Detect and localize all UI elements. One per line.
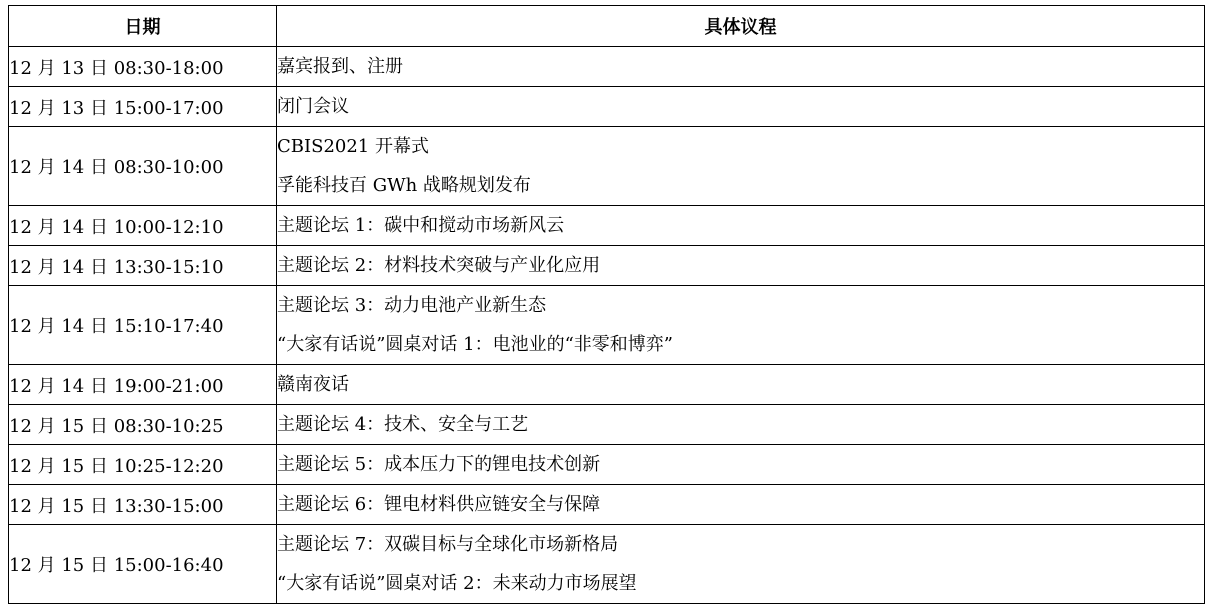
table-row [9,246,1205,286]
agenda-item: 主题论坛 1：碳中和搅动市场新风云 [277,215,565,236]
agenda-item: 主题论坛 3：动力电池产业新生态 [277,295,547,316]
agenda-column-header: 具体议程 [277,6,1205,47]
session-time: 12 月 14 日 13:30-15:10 [9,246,277,286]
session-time: 12 月 14 日 15:10-17:40 [9,286,277,365]
agenda-item: 嘉宾报到、注册 [277,56,403,77]
session-agenda [277,365,1205,405]
table-row [9,87,1205,127]
table-row [9,286,1205,365]
session-agenda [277,246,1205,286]
agenda-item: 主题论坛 7：双碳目标与全球化市场新格局 [277,534,619,555]
table-row [9,127,1205,206]
session-agenda [277,485,1205,525]
agenda-body [9,47,1205,604]
session-agenda [277,525,1205,604]
date-column-header: 日期 [9,6,277,47]
table-row [9,445,1205,485]
table-row [9,206,1205,246]
agenda-item: 闭门会议 [277,96,349,117]
table-row [9,405,1205,445]
agenda-item: 主题论坛 4：技术、安全与工艺 [277,414,529,435]
session-agenda [277,445,1205,485]
agenda-item: “大家有话说”圆桌对话 1：电池业的“非零和博弈” [277,334,673,355]
session-time: 12 月 15 日 08:30-10:25 [9,405,277,445]
agenda-item: 赣南夜话 [277,374,349,395]
agenda-item: 主题论坛 2：材料技术突破与产业化应用 [277,255,601,276]
table-row [9,525,1205,604]
session-time: 12 月 13 日 15:00-17:00 [9,87,277,127]
header-row [9,6,1205,47]
table-row [9,485,1205,525]
agenda-item: CBIS2021 开幕式 [277,136,429,157]
session-agenda [277,206,1205,246]
session-time: 12 月 14 日 10:00-12:10 [9,206,277,246]
agenda-item: “大家有话说”圆桌对话 2：未来动力市场展望 [277,573,637,594]
session-agenda [277,405,1205,445]
session-time: 12 月 15 日 13:30-15:00 [9,485,277,525]
session-agenda [277,286,1205,365]
session-agenda [277,87,1205,127]
session-time: 12 月 15 日 15:00-16:40 [9,525,277,604]
session-time: 12 月 14 日 19:00-21:00 [9,365,277,405]
agenda-item: 主题论坛 6：锂电材料供应链安全与保障 [277,494,601,515]
agenda-item: 孚能科技百 GWh 战略规划发布 [277,175,531,196]
session-time: 12 月 13 日 08:30-18:00 [9,47,277,87]
agenda-item: 主题论坛 5：成本压力下的锂电技术创新 [277,454,601,475]
session-time: 12 月 15 日 10:25-12:20 [9,445,277,485]
session-agenda [277,47,1205,87]
table-row [9,47,1205,87]
session-time: 12 月 14 日 08:30-10:00 [9,127,277,206]
table-row [9,365,1205,405]
session-agenda [277,127,1205,206]
agenda-table [8,5,1205,604]
